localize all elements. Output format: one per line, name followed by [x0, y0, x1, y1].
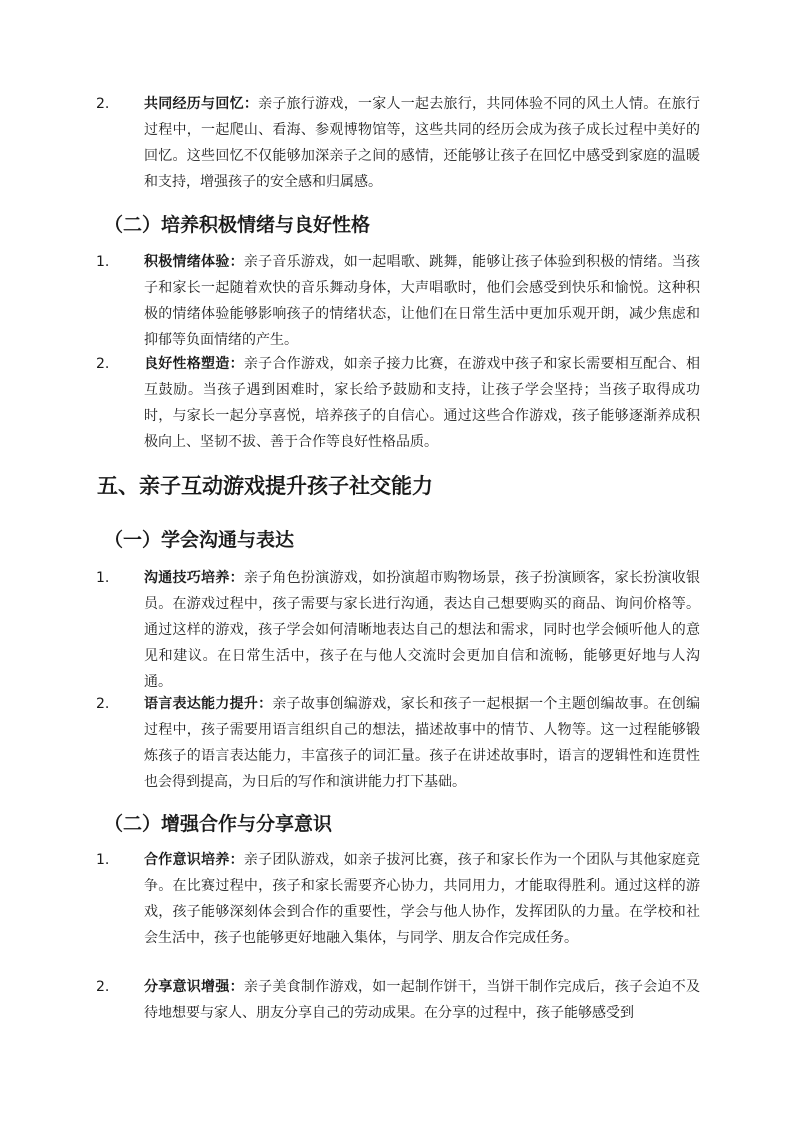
list-number: 2.	[96, 96, 110, 112]
list-item-body	[144, 565, 700, 695]
list-number: 1.	[96, 254, 110, 270]
section-heading: （一）学会沟通与表达	[104, 529, 295, 551]
item-title: 沟通技巧培养	[144, 570, 230, 586]
item-title: 良好性格塑造	[144, 356, 230, 372]
item-text: 亲子旅行游戏，一家人一起去旅行，共同体验不同的风土人情。在旅行过程中，一起爬山、看海、参观博物馆等，这些共同的经历会成为孩子成长过程中美好的回忆。这些回忆不仅能够加深亲子之间的感情，还能够让孩子在回忆中感受到家庭的温暖和支持，增强孩子的安全感和归属感。	[144, 96, 701, 190]
item-text: 亲子角色扮演游戏，如扮演超市购物场景，孩子扮演顾客，家长扮演收银员。在游戏过程中，孩子需要与家长进行沟通，表达自己想要购买的商品、询问价格等。通过这样的游戏，孩子学会如何清晰地表达自己的想法和需求，同时也学会倾听他人的意见和建议。在日常生活中，孩子在与他人交流时会更加自信和流畅，能够更好地与人沟通。	[144, 570, 701, 690]
item-text: 亲子合作游戏，如亲子接力比赛，在游戏中孩子和家长需要相互配合、相互鼓励。当孩子遇到困难时，家长给予鼓励和支持，让孩子学会坚持；当孩子取得成功时，与家长一起分享喜悦，培养孩子的自信心。通过这些合作游戏，孩子能够逐渐养成积极向上、坚韧不拔、善于合作等良好性格品质。	[144, 356, 701, 450]
list-item-body	[144, 691, 700, 795]
item-title-colon: ：	[229, 356, 244, 372]
item-title-colon: ：	[229, 570, 244, 586]
section-heading: （二）培养积极情绪与良好性格	[104, 214, 371, 236]
list-number: 2.	[96, 356, 110, 372]
item-title-colon: ：	[229, 852, 244, 868]
item-text: 亲子团队游戏，如亲子拔河比赛，孩子和家长作为一个团队与其他家庭竞争。在比赛过程中，孩子和家长需要齐心协力，共同用力，才能取得胜利。通过这样的游戏，孩子能够深刻体会到合作的重要性，学会与他人协作，发挥团队的力量。在学校和社会生活中，孩子也能够更好地融入集体，与同学、朋友合作完成任务。	[144, 852, 701, 946]
item-text: 亲子音乐游戏，如一起唱歌、跳舞，能够让孩子体验到积极的情绪。当孩子和家长一起随着欢快的音乐舞动身体，大声唱歌时，他们会感受到快乐和愉悦。这种积极的情绪体验能够影响孩子的情绪状态，让他们在日常生活中更加乐观开朗，减少焦虑和抑郁等负面情绪的产生。	[144, 254, 701, 348]
item-title: 语言表达能力提升	[144, 696, 259, 712]
item-title-colon: ：	[229, 979, 244, 995]
item-title-colon: ：	[258, 696, 273, 712]
item-title: 分享意识增强	[144, 979, 230, 995]
item-text: 亲子故事创编游戏，家长和孩子一起根据一个主题创编故事。在创编过程中，孩子需要用语言组织自己的想法，描述故事中的情节、人物等。这一过程能够锻炼孩子的语言表达能力，丰富孩子的词汇量。孩子在讲述故事时，语言的逻辑性和连贯性也会得到提高，为日后的写作和演讲能力打下基础。	[144, 696, 701, 790]
item-title-colon: ：	[243, 96, 259, 112]
list-number: 2.	[96, 696, 110, 712]
item-title: 积极情绪体验	[144, 254, 230, 270]
section-heading: （二）增强合作与分享意识	[104, 813, 333, 835]
item-title: 合作意识培养	[144, 852, 230, 868]
item-text: 亲子美食制作游戏，如一起制作饼干，当饼干制作完成后，孩子会迫不及待地想要与家人、朋友分享自己的劳动成果。在分享的过程中，孩子能够感受到	[144, 979, 701, 1021]
list-item-body	[144, 351, 700, 455]
list-number: 1.	[96, 570, 110, 586]
list-number: 1.	[96, 852, 110, 868]
chapter-heading: 五、亲子互动游戏提升孩子社交能力	[97, 474, 433, 498]
list-item-body	[144, 974, 700, 1026]
list-item-body	[144, 249, 700, 353]
item-title-colon: ：	[229, 254, 244, 270]
list-item-body	[144, 91, 700, 195]
list-item-body	[144, 847, 700, 951]
list-number: 2.	[96, 979, 110, 995]
item-title: 共同经历与回忆	[144, 96, 244, 112]
